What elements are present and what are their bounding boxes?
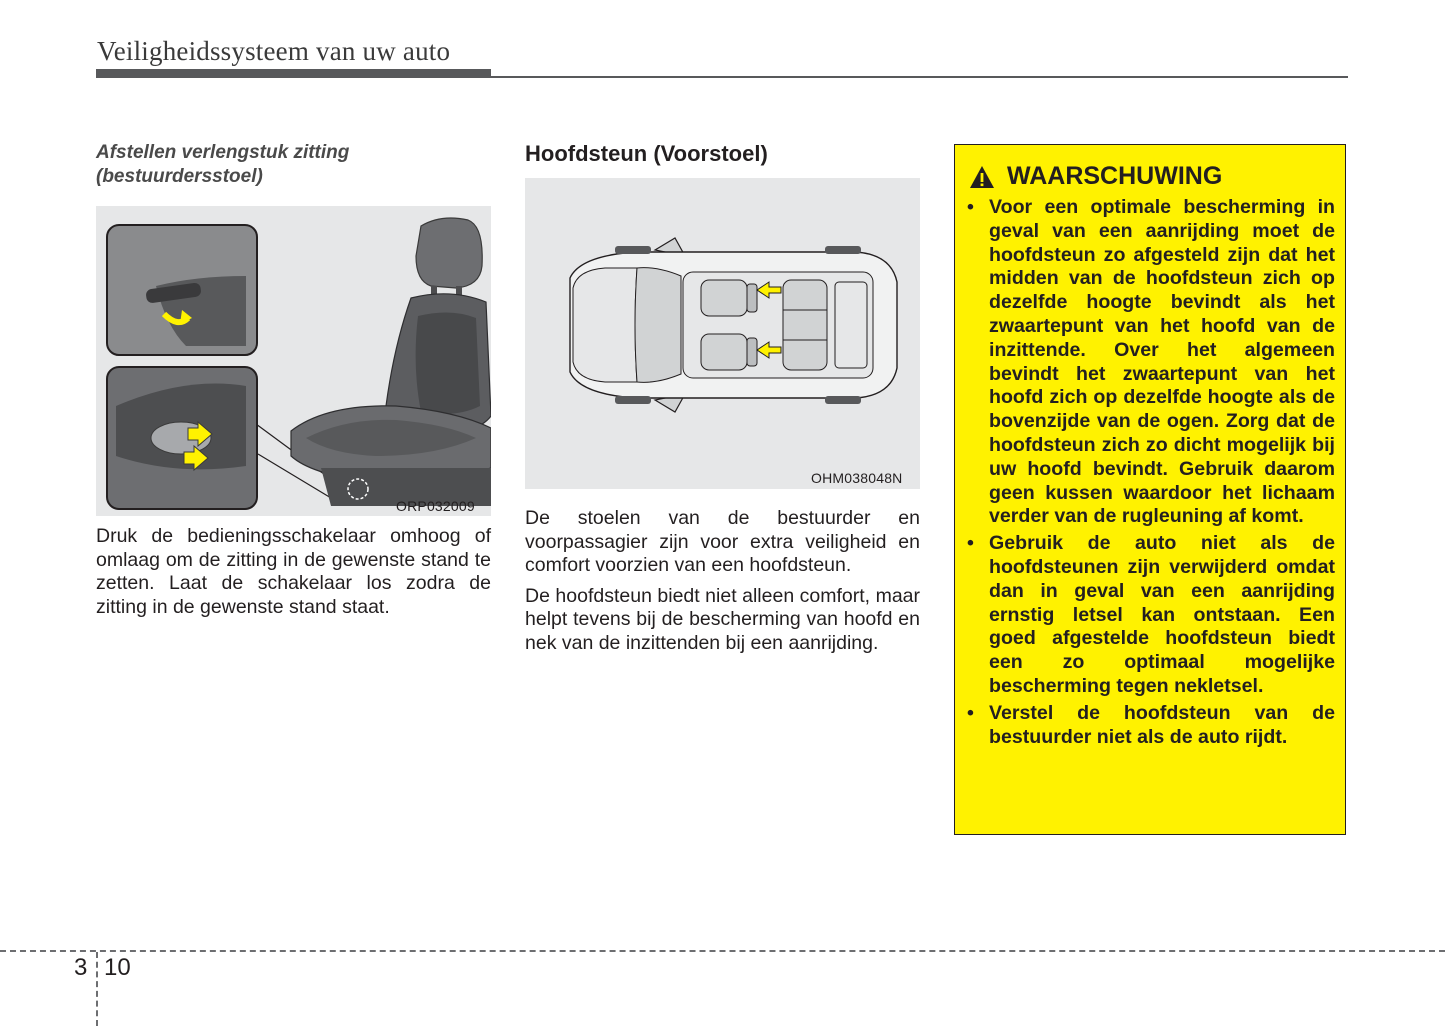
car-figure-code: OHM038048N <box>811 470 903 486</box>
seat-adjust-instructions: Druk de bedieningsschakelaar omhoog of omlaag om de zitting in de gewenste stand te zetten. Laat de schakelaar los zodra de zitting in de gewenste stand staat. <box>96 525 491 618</box>
car-headrest-figure <box>525 178 920 489</box>
warning-title <box>969 162 1222 191</box>
footer-vertical-divider <box>96 952 98 1026</box>
seat-extension-subheading: Afstellen verlengstuk zitting (bestuurdersstoel) <box>96 142 350 187</box>
warning-item: • Voor een optimale bescherming in geval van een aanrijding moet de hoofdsteun zo afgesteld zijn dat het midden van de hoofdsteun zich op dezelfde hoogte bevindt als het zwaartepunt van het hoofd van de inzittende. Over het algemeen bevindt het zwaartepunt van het hoofd zich op dezelfde hoogte als de bovenzijde van de ogen. Zorg dat de hoofdsteun zich zo dicht mogelijk bij uw hoofd bevindt. Gebruik daarom geen kussen waardoor het lichaam verder van de rugleuning af komt. <box>967 196 1335 529</box>
headrest-paragraph: De stoelen van de bestuurder en voorpassagier zijn voor extra veiligheid en comfort voorzien van een hoofdsteun. <box>525 507 920 576</box>
headrest-heading: Hoofdsteun (Voorstoel) <box>525 141 768 166</box>
seat-figure-code: ORP032009 <box>396 498 475 514</box>
warning-list <box>967 196 1335 752</box>
headrest-paragraph: De hoofdsteun biedt niet alleen comfort, maar helpt tevens bij de bescherming van hoofd en nek van de inzittenden bij een aanrijding. <box>525 584 920 654</box>
page-number: 10 <box>104 954 131 981</box>
car-topview-illustration <box>525 178 920 489</box>
header-rule-thin <box>96 76 1348 78</box>
chapter-number: 3 <box>74 954 88 981</box>
footer-divider <box>0 950 1445 952</box>
warning-item: • Verstel de hoofdsteun van de bestuurder niet als de auto rijdt. <box>967 702 1335 750</box>
seat-illustration <box>96 206 491 516</box>
seat-adjustment-figure <box>96 206 491 516</box>
warning-box <box>954 144 1346 835</box>
headrest-description <box>525 507 920 662</box>
warning-item: • Gebruik de auto niet als de hoofdsteunen zijn verwijderd omdat dan in geval van een aanrijding ernstig letsel kan ontstaan. Een goed afgestelde hoofdsteun biedt een zo optimaal mogelijke bescherming tegen nekletsel. <box>967 532 1335 699</box>
warning-triangle-icon <box>969 165 995 189</box>
warning-title-text: WAARSCHUWING <box>1007 162 1223 190</box>
page-header-title: Veiligheidssysteem van uw auto <box>97 36 451 66</box>
